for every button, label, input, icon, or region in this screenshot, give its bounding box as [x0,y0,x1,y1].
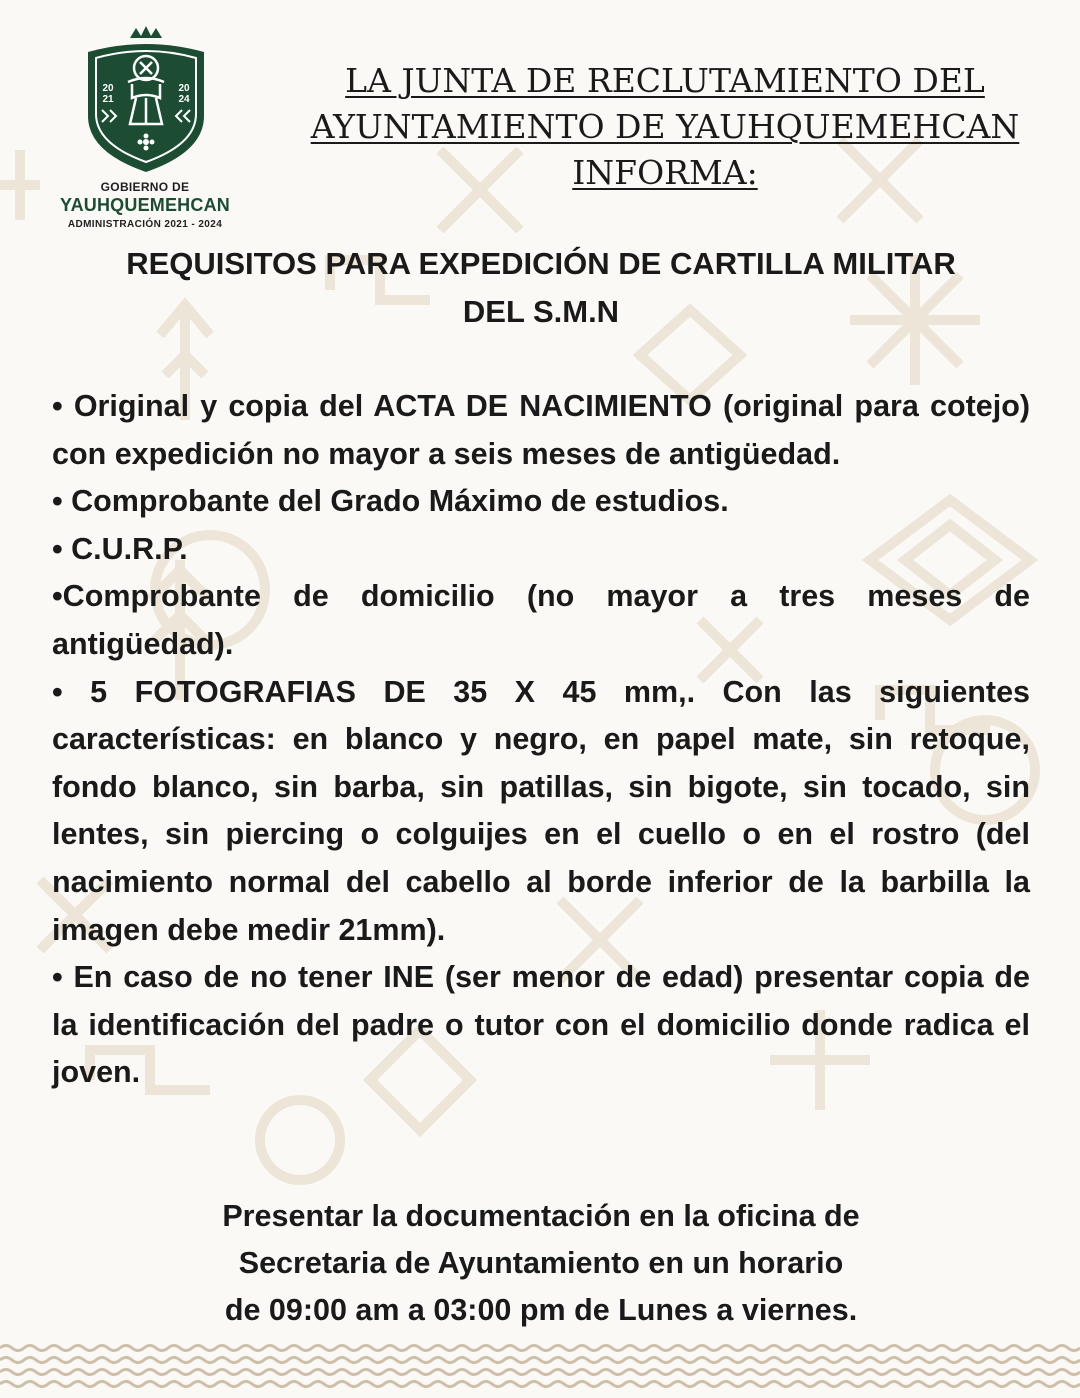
logo-line-government: GOBIERNO DE [100,180,190,194]
municipal-logo [50,24,240,236]
logo-year-left-top: 20 [102,83,114,94]
footer-line: de 09:00 am a 03:00 pm de Lunes a viernes. [224,1293,858,1327]
requirement-item: • En caso de no tener INE (ser menor de edad) presentar copia de la identificación del padre o tutor con el domicilio donde radica el joven. [52,960,1030,1090]
logo-line-municipality: YAUHQUEMEHCAN [60,195,230,215]
requirement-item: • Original y copia del ACTA DE NACIMIENTO (original para cotejo) con expedición no mayor a seis meses de antigüedad. [52,389,1030,471]
header-line: INFORMA: [572,153,758,192]
logo-line-administration: ADMINISTRACIÓN 2021 - 2024 [67,219,223,230]
subtitle-line: DEL S.M.N [462,294,620,329]
requirements-list [52,383,1030,1097]
logo-year-right-bottom: 24 [178,94,190,105]
header-title [295,58,1035,196]
footer-line: Presentar la documentación en la oficina de [222,1199,860,1233]
footer-line: Secretaria de Ayuntamiento en un horario [238,1246,844,1280]
logo-year-right-top: 20 [178,83,190,94]
header-line: AYUNTAMIENTO DE YAUHQUEMEHCAN [310,107,1020,146]
header-line: LA JUNTA DE RECLUTAMIENTO DEL [345,61,985,100]
requirement-item: • C.U.R.P. [52,531,188,566]
office-hours-notice [52,1193,1030,1334]
requirement-item: • Comprobante del Grado Máximo de estudios. [52,484,729,519]
logo-year-left-bottom: 21 [102,94,114,105]
requirements-title [52,240,1030,336]
wave-border-icon [0,1340,1080,1398]
requirement-item: • 5 FOTOGRAFIAS DE 35 X 45 mm,. Con las siguientes características: en blanco y negro, en papel mate, sin retoque, fondo blanco, sin barba, sin patillas, sin bigote, sin tocado, sin lentes, sin piercing o colguijes en el cuello o en el rostro (del nacimiento normal del cabello al borde inferior de la barbilla la imagen debe medir 21mm). [52,674,1030,947]
requirement-item: •Comprobante de domicilio (no mayor a tres meses de antigüedad). [52,579,1030,661]
shield-emblem-icon [80,24,212,174]
subtitle-line: REQUISITOS PARA EXPEDICIÓN DE CARTILLA MILITAR [126,246,956,281]
